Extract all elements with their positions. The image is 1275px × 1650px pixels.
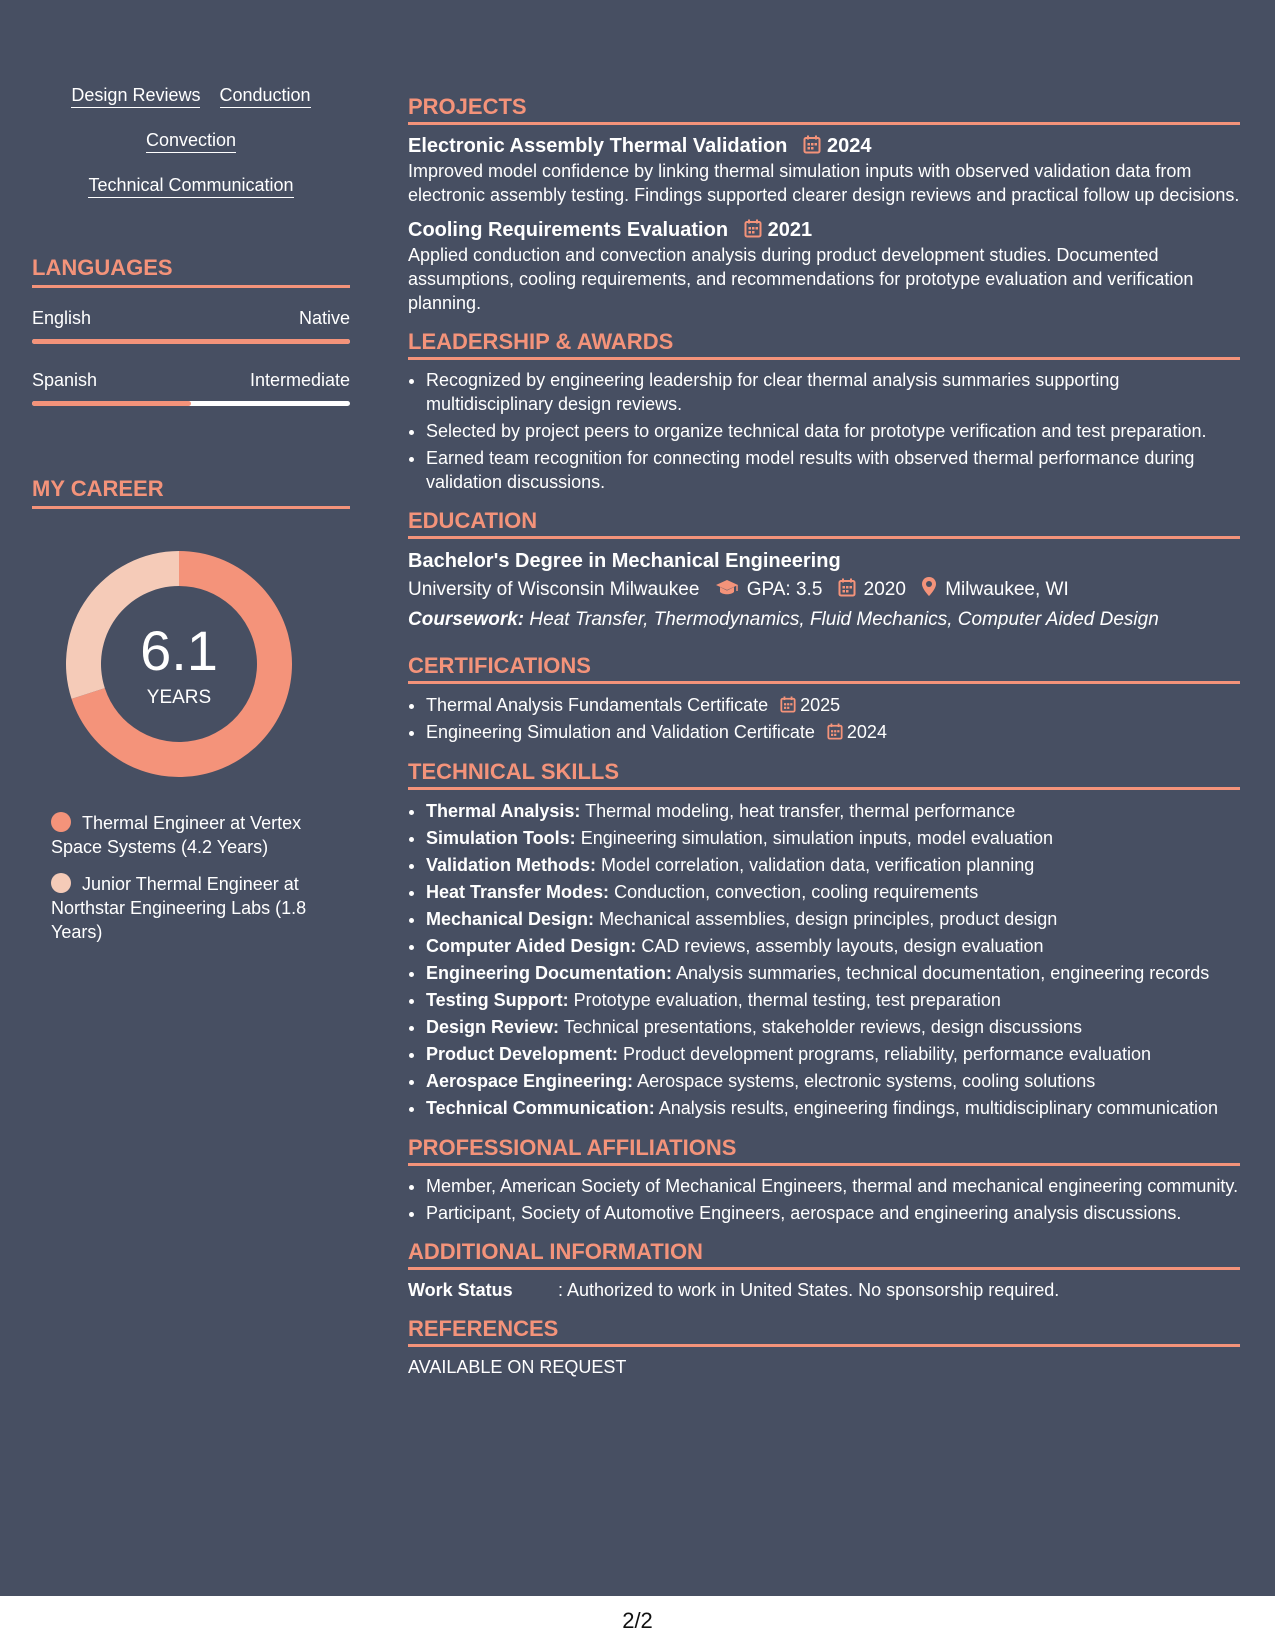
skill-item <box>426 798 1240 824</box>
career-legend-item <box>51 811 321 859</box>
skill-category: Mechanical Design: <box>426 909 595 929</box>
list-item <box>426 719 1240 745</box>
coursework-value: Heat Transfer, Thermodynamics, Fluid Mechanics, Computer Aided Design <box>529 609 1159 630</box>
education-year: 2020 <box>863 579 906 600</box>
leadership-title: LEADERSHIP & AWARDS <box>408 329 1240 360</box>
projects-section <box>408 94 1240 315</box>
references-section <box>408 1316 1240 1379</box>
skill-details: Aerospace systems, electronic systems, cooling solutions <box>637 1071 1096 1091</box>
skill-details: Conduction, convection, cooling requirements <box>614 882 979 902</box>
coursework-label: Coursework: <box>408 609 525 630</box>
certification-name: Thermal Analysis Fundamentals Certificate <box>426 695 769 715</box>
skill-details: Product development programs, reliability, performance evaluation <box>623 1044 1151 1064</box>
career-label: Thermal Engineer at Vertex Space Systems (4.2 Years) <box>51 813 302 857</box>
education-details <box>408 575 1240 605</box>
skill-item <box>426 1095 1240 1121</box>
skill-category: Heat Transfer Modes: <box>426 882 610 902</box>
skill-item <box>426 825 1240 851</box>
career-label: Junior Thermal Engineer at Northstar Engineering Labs (1.8 Years) <box>51 874 307 942</box>
education-location: Milwaukee, WI <box>945 579 1069 600</box>
language-level: Intermediate <box>249 370 350 390</box>
skill-details: Engineering simulation, simulation inputs, model evaluation <box>580 828 1053 848</box>
skill-category: Aerospace Engineering: <box>426 1071 634 1091</box>
skill-category: Simulation Tools: <box>426 828 576 848</box>
language-item <box>32 370 350 406</box>
skill-item <box>426 852 1240 878</box>
skill-item <box>426 1014 1240 1040</box>
graduation-cap-icon <box>715 579 739 597</box>
skill-category: Technical Communication: <box>426 1098 655 1118</box>
language-level-fill <box>32 339 350 344</box>
skill-category: Computer Aided Design: <box>426 936 637 956</box>
skill-tag: Convection <box>146 129 236 153</box>
list-item: • Participant, Society of Automotive Engineers, aerospace and engineering analysis discussions. <box>426 1201 1240 1225</box>
affiliations-section <box>408 1135 1240 1225</box>
skill-item <box>426 1041 1240 1067</box>
career-section <box>32 476 350 944</box>
additional-section <box>408 1239 1240 1302</box>
certification-year: 2025 <box>800 695 841 715</box>
skill-details: Mechanical assemblies, design principles, product design <box>599 909 1058 929</box>
skill-item <box>426 879 1240 905</box>
calendar-icon <box>780 696 796 713</box>
skill-category: Thermal Analysis: <box>426 801 581 821</box>
skills-list <box>408 798 1240 1121</box>
additional-title: ADDITIONAL INFORMATION <box>408 1239 1240 1270</box>
career-total-unit: YEARS <box>146 687 212 708</box>
tag-row <box>32 84 350 129</box>
skill-tag: Conduction <box>220 84 311 108</box>
skill-item <box>426 933 1240 959</box>
list-item <box>426 692 1240 718</box>
career-legend-item <box>51 872 321 944</box>
references-title: REFERENCES <box>408 1316 1240 1347</box>
certification-year: 2024 <box>846 722 887 742</box>
education-coursework <box>408 605 1240 635</box>
skill-category: Product Development: <box>426 1044 619 1064</box>
legend-dot-icon <box>51 873 71 893</box>
skill-item <box>426 906 1240 932</box>
skills-section <box>408 759 1240 1121</box>
list-item: • Recognized by engineering leadership for clear thermal analysis summaries supporting multidisciplinary design reviews. <box>426 368 1240 416</box>
languages-title: LANGUAGES <box>32 255 350 288</box>
calendar-icon <box>827 723 843 740</box>
skill-category: Design Review: <box>426 1017 560 1037</box>
skill-details: Prototype evaluation, thermal testing, test preparation <box>573 990 1001 1010</box>
education-section <box>408 508 1240 635</box>
certifications-title: CERTIFICATIONS <box>408 653 1240 684</box>
project-description: Applied conduction and convection analysis during product development studies. Documented assumptions, cooling requirements, and recommendations for prototype evaluation and verification planning. <box>408 245 1194 313</box>
language-level-fill <box>32 401 191 406</box>
language-name: Spanish <box>32 370 98 390</box>
skills-title: TECHNICAL SKILLS <box>408 759 1240 790</box>
skill-item <box>426 1068 1240 1094</box>
skill-details: Analysis results, engineering findings, multidisciplinary communication <box>658 1098 1218 1118</box>
skill-details: CAD reviews, assembly layouts, design evaluation <box>641 936 1044 956</box>
work-status-row <box>408 1278 1240 1302</box>
affiliations-list <box>408 1174 1240 1225</box>
list-item: • Earned team recognition for connecting model results with observed thermal performance during validation discussions. <box>426 446 1240 494</box>
career-donut-chart <box>66 551 292 777</box>
career-legend <box>32 811 350 944</box>
certification-name: Engineering Simulation and Validation Certificate <box>426 722 815 742</box>
skill-details: Analysis summaries, technical documentation, engineering records <box>676 963 1210 983</box>
tag-row <box>32 174 350 219</box>
project-year: 2021 <box>767 219 813 241</box>
skill-tag: Technical Communication <box>88 174 293 198</box>
right-column <box>408 94 1240 1393</box>
language-level: Native <box>298 308 350 328</box>
tag-row <box>32 129 350 174</box>
map-pin-icon <box>921 576 937 597</box>
legend-dot-icon <box>51 812 71 832</box>
education-title: EDUCATION <box>408 508 1240 539</box>
work-status-label: Work Status <box>408 1280 513 1300</box>
language-level-bar <box>32 401 350 406</box>
education-school: University of Wisconsin Milwaukee <box>408 579 700 600</box>
certifications-section <box>408 653 1240 745</box>
calendar-icon <box>803 135 821 154</box>
project-name: Electronic Assembly Thermal Validation <box>408 135 788 157</box>
skill-tag: Design Reviews <box>71 84 200 108</box>
project-year: 2024 <box>826 135 872 157</box>
projects-title: PROJECTS <box>408 94 1240 125</box>
language-name: English <box>32 308 92 328</box>
languages-section <box>32 255 350 406</box>
skill-details: Thermal modeling, heat transfer, thermal performance <box>585 801 1016 821</box>
language-level-bar <box>32 339 350 344</box>
list-item: • Selected by project peers to organize technical data for prototype verification and test preparation. <box>426 419 1240 443</box>
page-number: 2/2 <box>0 1596 1275 1650</box>
project-item <box>408 133 1240 207</box>
career-total-years: 6.1 <box>140 619 218 682</box>
affiliations-title: PROFESSIONAL AFFILIATIONS <box>408 1135 1240 1166</box>
project-description: Improved model confidence by linking thermal simulation inputs with observed validation data from electronic assembly testing. Findings supported clearer design reviews and practical follow up decisions. <box>408 161 1240 205</box>
skill-item <box>426 987 1240 1013</box>
calendar-icon <box>838 578 856 597</box>
education-degree: Bachelor's Degree in Mechanical Engineering <box>408 550 841 572</box>
list-item: • Member, American Society of Mechanical Engineers, thermal and mechanical engineering community. <box>426 1174 1240 1198</box>
career-title: MY CAREER <box>32 476 350 509</box>
work-status-value: : Authorized to work in United States. No sponsorship required. <box>558 1280 1060 1300</box>
skill-item <box>426 960 1240 986</box>
calendar-icon <box>744 219 762 238</box>
skill-details: Model correlation, validation data, verification planning <box>601 855 1035 875</box>
certifications-list <box>408 692 1240 745</box>
left-column <box>32 84 350 957</box>
skill-details: Technical presentations, stakeholder reviews, design discussions <box>563 1017 1083 1037</box>
education-gpa: GPA: 3.5 <box>746 579 823 600</box>
language-item <box>32 308 350 344</box>
leadership-section <box>408 329 1240 494</box>
skill-category: Engineering Documentation: <box>426 963 673 983</box>
skill-category: Validation Methods: <box>426 855 597 875</box>
skill-category: Testing Support: <box>426 990 569 1010</box>
skill-tags <box>32 84 350 219</box>
project-name: Cooling Requirements Evaluation <box>408 219 729 241</box>
references-text: AVAILABLE ON REQUEST <box>408 1357 627 1377</box>
project-item <box>408 217 1240 315</box>
leadership-list <box>408 368 1240 494</box>
